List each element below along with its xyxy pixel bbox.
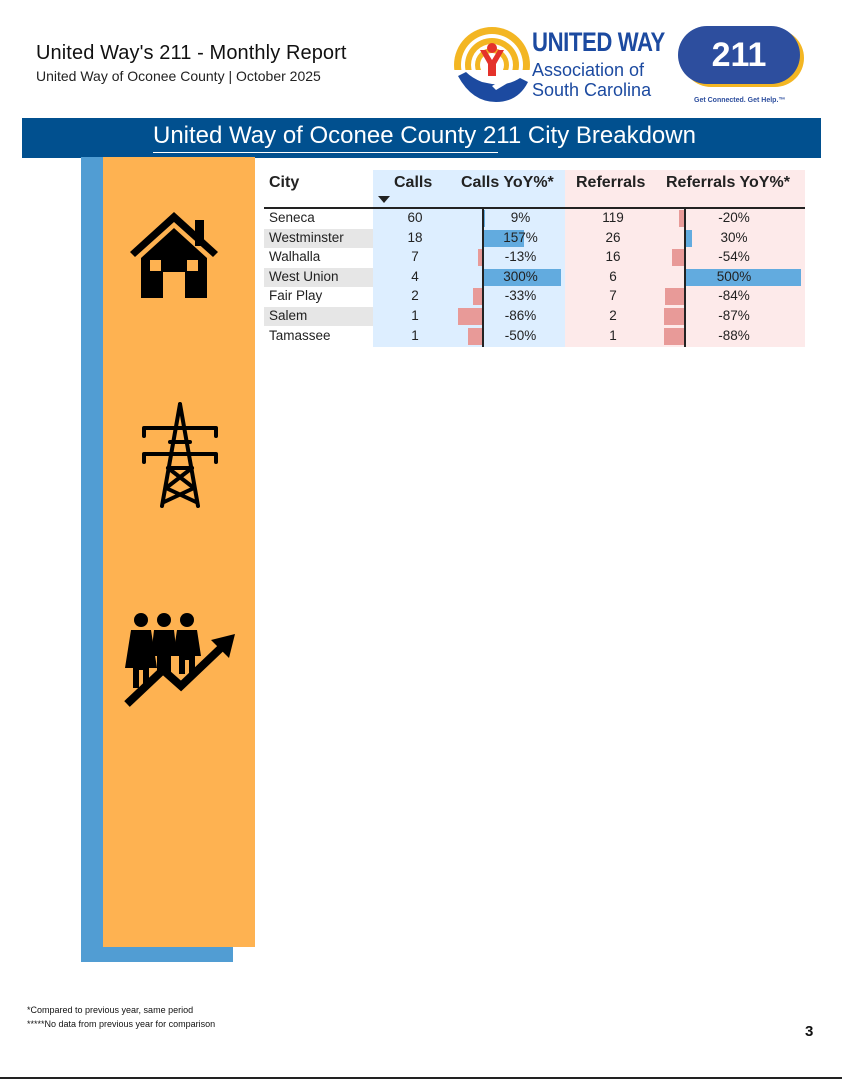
logo-line3: South Carolina [532,80,652,100]
banner-title: United Way of Oconee County 211 City Breakdown [153,122,696,149]
calls-yoy-cell: 300% [503,268,538,284]
calls-cell: 2 [411,288,419,304]
referrals-yoy-cell: -87% [718,308,750,323]
calls-cell: 7 [411,249,419,265]
referrals-yoy-cell: 30% [720,229,748,245]
calls-yoy-cell: -86% [504,308,537,323]
referrals-cell: 26 [605,229,621,245]
referrals-cell: 119 [602,210,624,225]
calls-yoy-axis [482,209,484,347]
calls-cell: 4 [411,268,419,284]
referrals-yoy-cell: -84% [718,288,750,304]
table-row[interactable] [264,229,805,249]
calls-yoy-cell: -33% [504,288,537,304]
column-header-calls-yoy[interactable]: Calls YoY%* [461,174,554,191]
table-row[interactable] [264,209,805,229]
footnote-no-data: *****No data from previous year for comparison [27,1019,216,1029]
column-header-referrals[interactable]: Referrals [576,174,646,191]
referrals-cell: 6 [609,268,617,284]
page-number: 3 [805,1023,814,1040]
city-cell: Seneca [269,210,315,225]
referrals-yoy-cell: -88% [718,327,750,343]
people-growth-icon [123,612,238,708]
table-row[interactable] [264,287,805,307]
city-cell: Salem [269,308,308,323]
calls-yoy-bar [468,328,482,345]
table-row[interactable] [264,248,805,268]
referrals-yoy-cell: -20% [718,210,750,225]
referrals-yoy-cell: -54% [718,249,750,265]
footnote-comparison: *Compared to previous year, same period [27,1005,194,1015]
referrals-yoy-bar [664,308,684,325]
referrals-cell: 7 [609,288,617,304]
city-cell: West Union [269,268,339,284]
calls-yoy-cell: 157% [503,229,538,245]
calls-cell: 1 [411,327,419,343]
logo-line1: UNITED WAY [532,27,665,57]
referrals-yoy-cell: 500% [716,268,752,284]
calls-yoy-bar [473,288,482,305]
referrals-yoy-axis [684,209,686,347]
report-subtitle: United Way of Oconee County | October 2025 [36,68,321,84]
calls-yoy-cell: -50% [504,327,537,343]
referrals-cell: 2 [609,308,617,323]
city-cell: Walhalla [269,249,321,265]
calls-cell: 60 [407,210,423,225]
page-bottom-rule [0,1077,842,1079]
referrals-cell: 1 [609,327,617,343]
city-cell: Tamassee [269,327,331,343]
referrals-cell: 16 [605,249,621,265]
logo-tagline: Get Connected. Get Help.™ [694,97,786,104]
house-icon [129,210,219,300]
211-badge: 211 [678,26,800,84]
calls-yoy-cell: 9% [510,210,531,225]
banner-underline [153,152,498,153]
report-title: United Way's 211 - Monthly Report [36,42,347,64]
united-way-logo-icon [452,26,532,104]
table-row[interactable] [264,268,805,288]
table-row[interactable] [264,307,805,327]
calls-yoy-bar [458,308,482,325]
referrals-yoy-bar [672,249,684,266]
power-tower-icon [140,402,220,508]
column-header-referrals-yoy[interactable]: Referrals YoY%* [666,174,790,191]
table-row[interactable] [264,327,805,347]
referrals-yoy-bar [664,328,684,345]
calls-cell: 18 [407,229,423,245]
calls-cell: 1 [411,308,419,323]
column-header-city[interactable]: City [269,174,300,191]
column-header-calls[interactable]: Calls [394,174,433,191]
section-banner [22,118,821,158]
logo-line2: Association of [532,60,645,80]
calls-yoy-cell: -13% [504,249,537,265]
city-cell: Westminster [269,229,344,245]
city-cell: Fair Play [269,288,323,304]
referrals-yoy-bar [665,288,684,305]
sort-descending-icon[interactable] [378,196,390,203]
